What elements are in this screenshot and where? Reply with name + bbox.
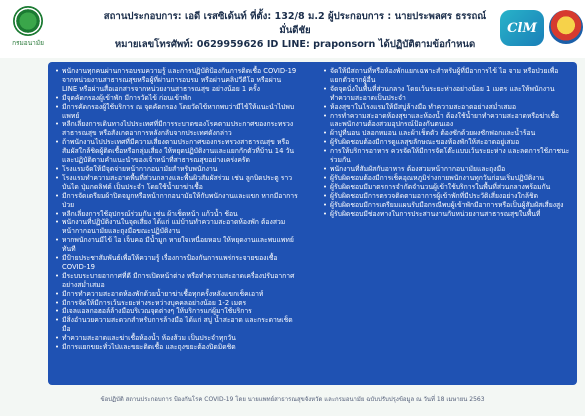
checklist-item: • หลีกเลี่ยงการเดินทางไปประเทศที่มีการระบาดของโรคตามประกาศของกระทรวงสาธารณสุข หรือสังเกตอาการหลังกลับจากประเทศดังกล่าว xyxy=(54,120,298,138)
checklist-item: • ผ้าปูที่นอน ปลอกหมอน และผ้าเช็ดตัว ต้องซักด้วยผงซักฟอกและน้ำร้อน xyxy=(322,129,570,138)
cm-logo-icon: ClM xyxy=(500,10,544,46)
checklist-item: • มีการคัดกรองผู้ใช้บริการ ณ จุดคัดกรอง โดยวัดไข้หากพบว่ามีไข้ให้แนะนำไปพบแพทย์ xyxy=(54,103,298,121)
right-checklist xyxy=(322,67,570,218)
checklist-item: • โรงแรมทำความสะอาดพื้นที่ส่วนกลางและพื้นผิวสัมผัสร่วม เช่น ลูกบิดประตู ราวบันได ปุ่มกดลิฟต์ เป็นประจำ โดยใช้น้ำยาฆ่าเชื้อ xyxy=(54,174,298,192)
department-seal-icon xyxy=(13,6,43,36)
checklist-item: • ผู้รับผิดชอบมีการตรวจติดตามอาการผู้เข้าพักที่มีประวัติเสี่ยงอย่างใกล้ชิด xyxy=(322,192,570,201)
checklist-item: • มีระบบระบายอากาศที่ดี มีการเปิดหน้าต่าง หรือทำความสะอาดเครื่องปรับอากาศอย่างสม่ำเสมอ xyxy=(54,272,298,290)
checklist-item: • หากพนักงานมีไข้ ไอ เจ็บคอ มีน้ำมูก หายใจเหนื่อยหอบ ให้หยุดงานและพบแพทย์ทันที xyxy=(54,236,298,254)
checklist-item: • ทำความสะอาดและฆ่าเชื้อห้องน้ำ ห้องส้วม เป็นประจำทุกวัน xyxy=(54,334,298,343)
footer-note: ข้อปฏิบัติ สถานประกอบการ ป้องกันโรค COVID-19 โดย นายแพทย์สาธารณสุขจังหวัด และกรมอนามัย ฉบับปรับปรุงข้อมูล ณ วันที่ 18 เมษายน 2563 xyxy=(100,396,485,403)
checklist-item: • จัดจุดนั่งในพื้นที่ส่วนกลาง โดยเว้นระยะห่างอย่างน้อย 1 เมตร และให้พนักงานทำความสะอาดเป็นประจำ xyxy=(322,85,570,103)
checklist-item: • ผู้รับผิดชอบมีช่องทางในการประสานงานกับหน่วยงานสาธารณสุขในพื้นที่ xyxy=(322,210,570,219)
establishment-title xyxy=(100,10,490,52)
checklist-item: • การทำความสะอาดห้องสุขาและห้องน้ำ ต้องใช้น้ำยาทำความสะอาดหรือฆ่าเชื้อ และพนักงานต้องสวมอุปกรณ์ป้องกันตนเอง xyxy=(322,112,570,130)
checklist-item: • มีการจัดให้มีการเว้นระยะห่างระหว่างบุคคลอย่างน้อย 1-2 เมตร xyxy=(54,299,298,308)
checklist-item: • ผู้รับผิดชอบมีมาตรการจำกัดจำนวนผู้เข้าใช้บริการในพื้นที่ส่วนกลางพร้อมกัน xyxy=(322,183,570,192)
checklist-item: • หลีกเลี่ยงการใช้อุปกรณ์ร่วมกัน เช่น ผ้าเช็ดหน้า แก้วน้ำ ช้อน xyxy=(54,210,298,219)
checklist-panel xyxy=(48,62,577,385)
checklist-item: • พนักงานที่ปฏิบัติงานในจุดเสี่ยง ได้แก่ แม่บ้านทำความสะอาดห้องพัก ต้องสวมหน้ากากอนามัยและถุงมือขณะปฏิบัติงาน xyxy=(54,218,298,236)
header xyxy=(0,0,585,58)
checklist-item: • ผู้รับผิดชอบมีการเตรียมแผนรับมือกรณีพบผู้เข้าพักมีอาการหรือเป็นผู้สัมผัสเสี่ยงสูง xyxy=(322,201,570,210)
checklist-item: • มีป้ายประชาสัมพันธ์เพื่อให้ความรู้ เรื่องการป้องกันการแพร่กระจายของเชื้อ COVID-19 xyxy=(54,254,298,272)
department-logo xyxy=(6,6,50,54)
checklist-item: • มีจุดคัดกรองผู้เข้าพัก มีการวัดไข้ ก่อนเข้าพัก xyxy=(54,94,298,103)
left-checklist xyxy=(54,67,298,352)
checklist-item: • มีเจลแอลกอฮอล์ล้างมือบริเวณจุดต่างๆ ให้บริการแก่ผู้มาใช้บริการ xyxy=(54,307,298,316)
title-line-1: สถานประกอบการ: เอดี เรสซิเด้นท์ ที่ตั้ง: 132/8 ม.2 ผู้ประกอบการ : นายประพลศร ธรรถณ์มั่นดีชัย xyxy=(103,11,487,36)
checklist-item: • พนักงานที่สัมผัสกับอาหาร ต้องสวมหน้ากากอนามัยและถุงมือ xyxy=(322,165,570,174)
checklist-item: • ผู้รับผิดชอบต้องมีการเช็คอุณหภูมิร่างกายพนักงานทุกวันก่อนเริ่มปฏิบัติงาน xyxy=(322,174,570,183)
emblem-logo-icon xyxy=(549,10,583,44)
checklist-right-column xyxy=(322,67,570,218)
checklist-item: • มีสิ่งอำนวยความสะดวกสำหรับการล้างมือ ได้แก่ สบู่ น้ำสะอาด และกระดาษเช็ดมือ xyxy=(54,316,298,334)
checklist-item: • จัดให้มีสถานที่หรือห้องพักแยกเฉพาะสำหรับผู้ที่มีอาการไข้ ไอ จาม หรือป่วยเพื่อแยกตัวจากผู้อื่น xyxy=(322,67,570,85)
checklist-item: • พนักงานทุกคนผ่านการอบรมความรู้ และการปฏิบัติป้องกันการติดเชื้อ COVID-19 จากหน่วยงานสาธารณสุขหรือผู้ที่ผ่านการอบรม หรือผ่านคลิปวีดีโอ หรือผ่าน LINE หรือผ่านสื่อเอกสารจากหน่วยงานสาธารณสุข อย่างน้อย 1 ครั้ง xyxy=(54,67,298,94)
checklist-item: • ห้องสุขาในโรงแรมให้มีสบู่ล้างมือ ทำความสะอาดอย่างสม่ำเสมอ xyxy=(322,103,570,112)
checklist-item: • โรงแรมจัดให้มีจุดจ่ายหน้ากากอนามัยสำหรับพนักงาน xyxy=(54,165,298,174)
checklist-left-column xyxy=(54,67,298,352)
title-line-2: หมายเลขโทรศัพท์: 0629959626 ID LINE: praponsorn ได้ปฏิบัติตามข้อกำหนด xyxy=(114,39,476,50)
checklist-item: • มีการแยกขยะทั่วไปและขยะติดเชื้อ และถุงขยะต้องปิดมิดชิด xyxy=(54,343,298,352)
department-name: กรมอนามัย xyxy=(12,39,44,47)
checklist-item: • การให้บริการอาหาร ควรจัดให้มีการจัดโต๊ะแบบเว้นระยะห่าง และลดการใช้ภาชนะร่วมกัน xyxy=(322,147,570,165)
checklist-item: • ผู้รับผิดชอบต้องมีการดูแลสุขลักษณะของห้องพักให้สะอาดอยู่เสมอ xyxy=(322,138,570,147)
checklist-item: • มีการจัดเตรียมผ้าปิดจมูกหรือหน้ากากอนามัยให้กับพนักงานและแขก หากมีอาการป่วย xyxy=(54,192,298,210)
checklist-item: • มีการทำความสะอาดห้องพักด้วยน้ำยาฆ่าเชื้อทุกครั้งหลังแขกเช็คเอาท์ xyxy=(54,290,298,299)
checklist-item: • ถ้าพนักงานไปประเทศที่มีความเสี่ยงตามประกาศของกระทรวงสาธารณสุข หรือสัมผัสใกล้ชิดผู้ติดเชื้อหรือกลุ่มเสี่ยง ให้หยุดปฏิบัติงานและแยกกักตัวที่บ้าน 14 วัน และปฏิบัติตามคำแนะนำของเจ้าหน้าที่สาธารณสุขอย่างเคร่งครัด xyxy=(54,138,298,165)
